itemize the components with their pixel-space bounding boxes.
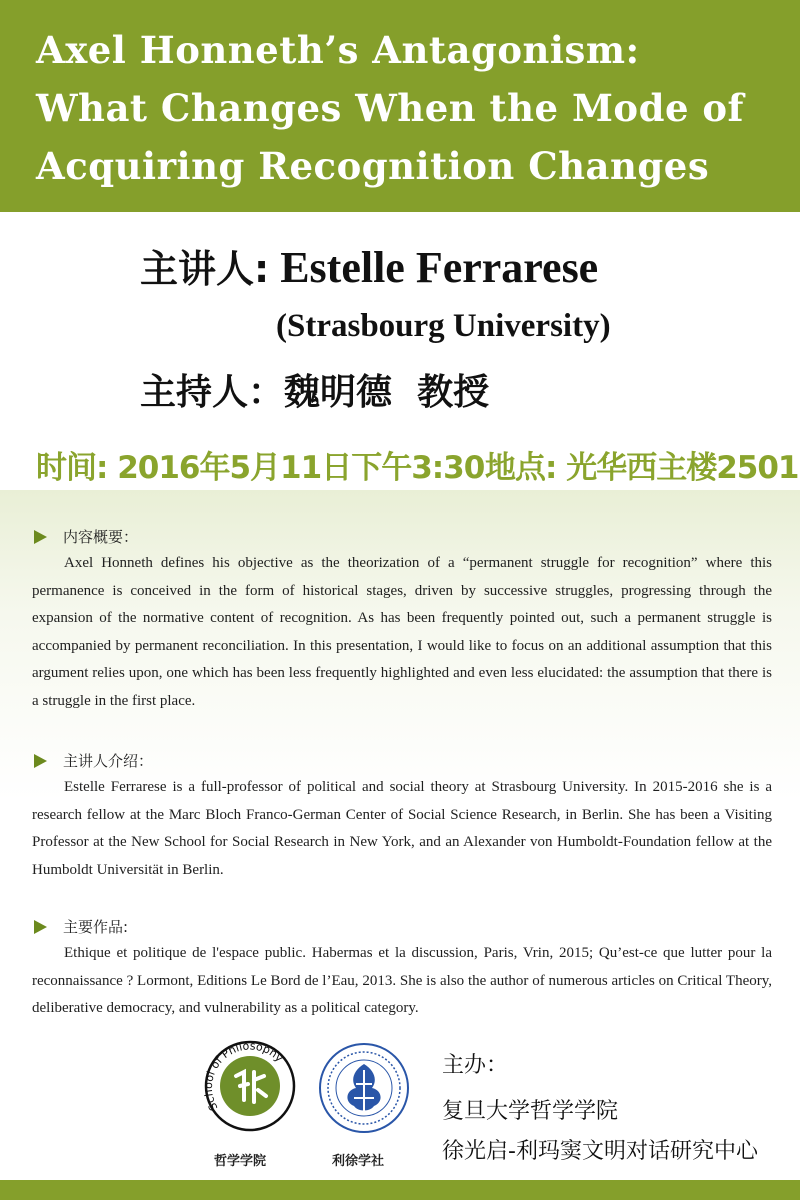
title-banner — [0, 0, 800, 212]
place-value: 光华西主楼2501 — [566, 450, 799, 486]
organizer-fudan-philosophy: 复旦大学哲学学院 — [442, 1099, 619, 1124]
footer-bar — [0, 1180, 800, 1200]
title-line-1: Axel Honneth’s Antagonism: — [36, 28, 640, 72]
xu-li-society-seal — [316, 1040, 412, 1136]
works-paragraph: Ethique et politique de l'espace public. Habermas et la discussion, Paris, Vrin, 2015; Qu’est-ce que lutter pour la reconnaissance ? Lormont, Editions Le Bord de l’Eau, 2013. She is also the author of numerous articles on Critical Theory, deliberative democracy, and vulnerability as a political category. — [32, 945, 772, 1017]
speaker-line — [140, 238, 598, 293]
section-heading-works — [34, 916, 128, 937]
section-heading-text: 主要作品: — [63, 918, 129, 936]
event-place — [485, 442, 798, 487]
organizer-dialogue-center: 徐光启-利玛窦文明对话研究中心 — [442, 1139, 758, 1164]
host-line — [140, 364, 489, 415]
place-label: 地点: — [485, 450, 557, 486]
organizer-label: 主办： — [442, 1053, 509, 1078]
title-line-3: Acquiring Recognition Changes — [36, 144, 710, 188]
host-label: 主持人： — [140, 372, 285, 413]
speaker-label: 主讲人: — [140, 247, 270, 291]
triangle-bullet-icon — [34, 920, 47, 934]
host-name: 魏明德 教授 — [284, 372, 490, 413]
title-line-2: What Changes When the Mode of — [36, 86, 744, 130]
time-value: 2016年5月11日下午3:30 — [117, 450, 485, 486]
section-heading-text: 内容概要： — [63, 528, 139, 546]
event-time — [36, 442, 484, 487]
section-heading-abstract — [34, 526, 138, 547]
section-heading-text: 主讲人介绍： — [63, 752, 154, 770]
logo-ring-text: School of Philosophy — [201, 1039, 286, 1113]
section-heading-speaker-bio — [34, 750, 153, 771]
time-label: 时间: — [36, 450, 108, 486]
speaker-name: Estelle Ferrarese — [280, 243, 599, 292]
abstract-paragraph: Axel Honneth defines his objective as the theorization of a “permanent struggle for recognition” where this permanence is conceived in the form of historical stages, driven by successive struggles, progressing through the expansion of the normative content of recognition. As has been frequently pointed out, such a permanent struggle is accompanied by permanent reconciliation. In this presentation, I would like to focus on an additional assumption that this argument relies upon, one which has been less frequently highlighted and even less elucidated: the assumption that there is a struggle in the first place. — [32, 555, 772, 709]
xu-li-logo-caption: 利徐学社 — [332, 1154, 385, 1169]
speaker-bio-paragraph: Estelle Ferrarese is a full-professor of political and social theory at Strasbourg University. In 2015-2016 she is a research fellow at the Marc Bloch Franco-German Center of Social Science Research, in Berlin. She has been a Visiting Professor at the New School for Social Research in New York, and an Alexander von Humboldt-Foundation fellow at the Humboldt Universität in Berlin. — [32, 779, 772, 878]
philosophy-logo-caption: 哲学学院 — [214, 1154, 267, 1169]
school-of-philosophy-logo — [200, 1030, 300, 1142]
triangle-bullet-icon — [34, 754, 47, 768]
triangle-bullet-icon — [34, 530, 47, 544]
speaker-affiliation: (Strasbourg University) — [276, 308, 611, 344]
